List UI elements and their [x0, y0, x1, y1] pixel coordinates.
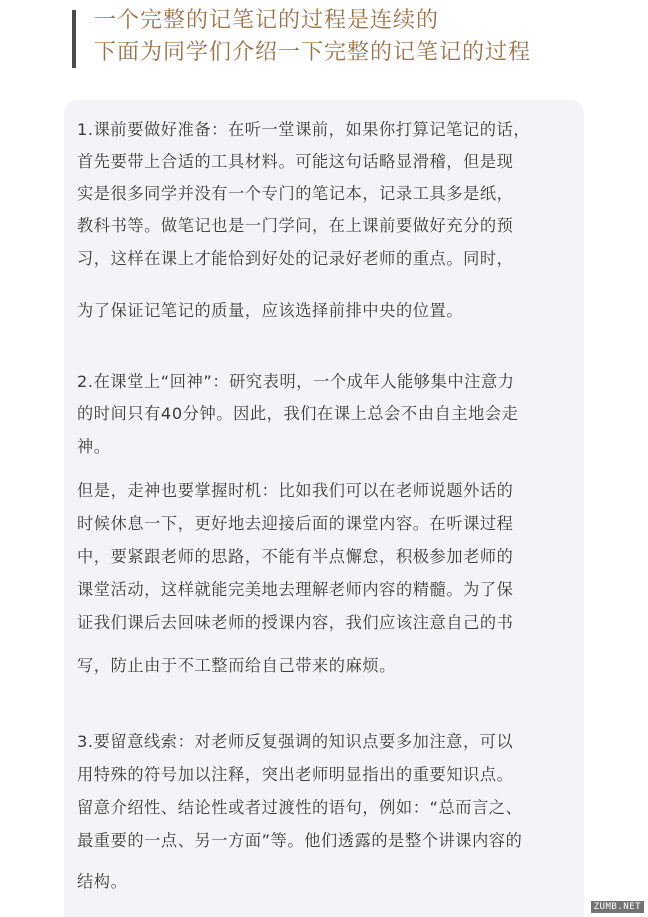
paragraph-line: 证我们课后去回味老师的授课内容，我们应该注意自己的书: [77, 613, 514, 632]
paragraph-line: 2.在课堂上“回神”：研究表明，一个成年人能够集中注意力: [77, 372, 515, 391]
paragraph-line: 教科书等。做笔记也是一门学问，在上课前要做好充分的预: [77, 216, 514, 235]
paragraph-line: 但是，走神也要掌握时机：比如我们可以在老师说题外话的: [77, 481, 514, 500]
paragraph-line: 留意介绍性、结论性或者过渡性的语句，例如：“总而言之、: [77, 798, 523, 817]
paragraph-line: 1.课前要做好准备：在听一堂课前，如果你打算记笔记的话，: [77, 120, 531, 139]
paragraph-line: 用特殊的符号加以注释，突出老师明显指出的重要知识点。: [77, 765, 514, 784]
paragraph-line: 课堂活动，这样就能完美地去理解老师内容的精髓。为了保: [77, 580, 514, 599]
paragraph-line: 结构。: [77, 872, 128, 891]
paragraph-line: 时候休息一下，更好地去迎接后面的课堂内容。在听课过程: [77, 514, 514, 533]
paragraph-line: 写，防止由于不工整而给自己带来的麻烦。: [77, 656, 396, 675]
paragraph-line: 3.要留意线索：对老师反复强调的知识点要多加注意，可以: [77, 732, 514, 751]
paragraph-line: 最重要的一点、另一方面”等。他们透露的是整个讲课内容的: [77, 831, 523, 850]
section-header: [72, 6, 632, 70]
header-accent-bar: [72, 10, 76, 68]
watermark-label: ZUMB.NET: [591, 901, 644, 913]
paragraph-line: 的时间只有40分钟。因此，我们在课上总会不由自主地会走: [77, 404, 519, 423]
paragraph-line: 习，这样在课上才能恰到好处的记录好老师的重点。同时，: [77, 249, 514, 268]
paragraph-line: 首先要带上合适的工具材料。可能这句话略显滑稽，但是现: [77, 152, 514, 171]
header-title-line-2: 下面为同学们介绍一下完整的记笔记的过程: [94, 40, 532, 65]
header-title-line-1: 一个完整的记笔记的过程是连续的: [94, 8, 440, 33]
paragraph-line: 神。: [77, 437, 111, 456]
paragraph-line: 实是很多同学并没有一个专门的笔记本，记录工具多是纸，: [77, 184, 514, 203]
paragraph-line: 中，要紧跟老师的思路，不能有半点懈怠，积极参加老师的: [77, 547, 514, 566]
paragraph-line: 为了保证记笔记的质量，应该选择前排中央的位置。: [77, 301, 464, 320]
content-card: [64, 100, 584, 917]
